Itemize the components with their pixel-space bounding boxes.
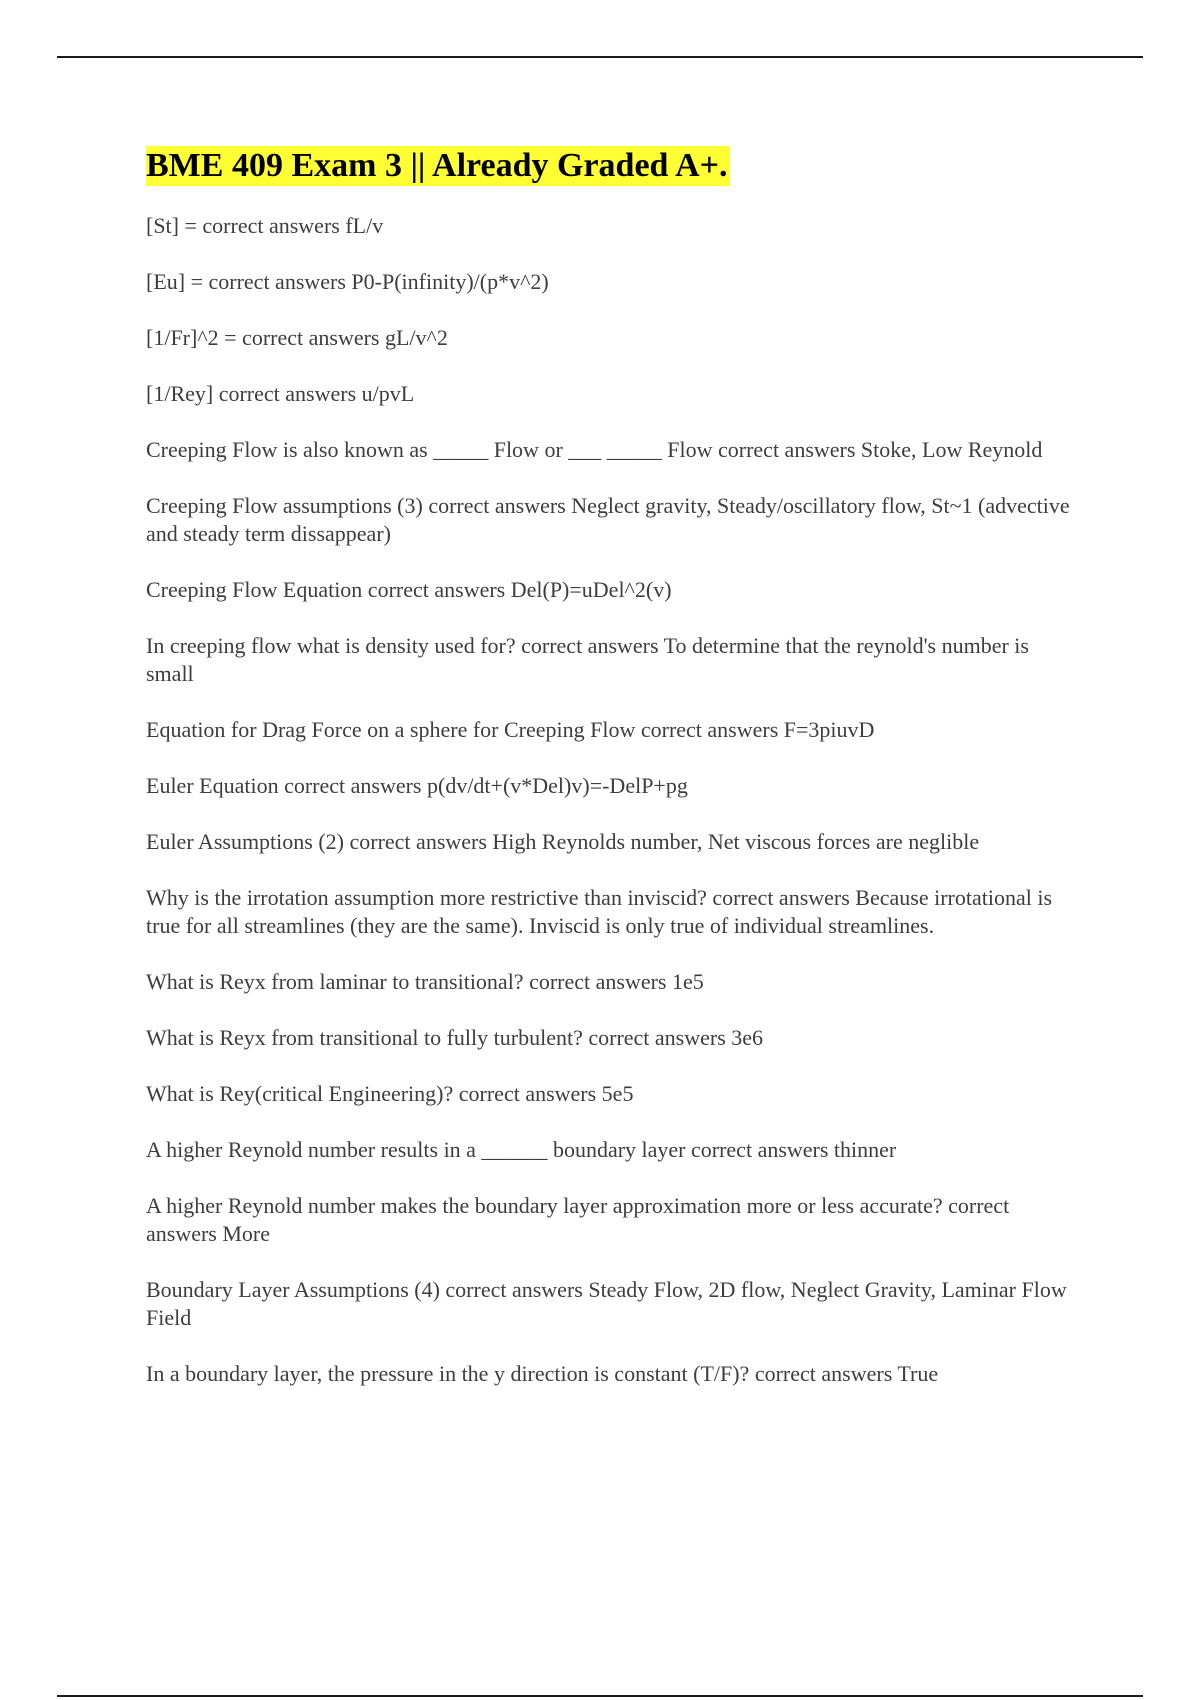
qa-item: [Eu] = correct answers P0-P(infinity)/(p*v^2): [146, 269, 549, 294]
header-rule: [57, 56, 1143, 58]
qa-item: What is Rey(critical Engineering)? correct answers 5e5: [146, 1081, 634, 1106]
qa-item: Equation for Drag Force on a sphere for Creeping Flow correct answers F=3piuvD: [146, 717, 875, 742]
document-body: [146, 146, 1076, 1416]
qa-item: [1/Rey] correct answers u/pvL: [146, 381, 415, 406]
qa-item: In creeping flow what is density used for? correct answers To determine that the reynold's number is small: [146, 633, 1029, 686]
qa-item: Euler Equation correct answers p(dv/dt+(v*Del)v)=-DelP+pg: [146, 773, 688, 798]
qa-item: What is Reyx from transitional to fully turbulent? correct answers 3e6: [146, 1025, 764, 1050]
qa-item: Euler Assumptions (2) correct answers High Reynolds number, Net viscous forces are neglible: [146, 829, 980, 854]
qa-item: [1/Fr]^2 = correct answers gL/v^2: [146, 325, 448, 350]
qa-item: Creeping Flow is also known as _____ Flow or ___ _____ Flow correct answers Stoke, Low Reynold: [146, 437, 1043, 462]
qa-item: [St] = correct answers fL/v: [146, 213, 384, 238]
document-title: BME 409 Exam 3 || Already Graded A+.: [146, 147, 728, 184]
qa-item: In a boundary layer, the pressure in the y direction is constant (T/F)? correct answers True: [146, 1361, 939, 1386]
qa-item: A higher Reynold number results in a ______ boundary layer correct answers thinner: [146, 1137, 897, 1162]
qa-item: What is Reyx from laminar to transitional? correct answers 1e5: [146, 969, 704, 994]
footer-rule: [57, 1695, 1143, 1697]
qa-item: Why is the irrotation assumption more restrictive than inviscid? correct answers Because irrotational is true for all streamlines (they are the same). Inviscid is only true of individual streamlines.: [146, 885, 1053, 938]
qa-list: [146, 212, 1076, 1388]
qa-item: A higher Reynold number makes the boundary layer approximation more or less accurate? correct answers More: [146, 1193, 1010, 1246]
qa-item: Creeping Flow Equation correct answers Del(P)=uDel^2(v): [146, 577, 672, 602]
qa-item: Boundary Layer Assumptions (4) correct answers Steady Flow, 2D flow, Neglect Gravity, Laminar Flow Field: [146, 1277, 1067, 1330]
qa-item: Creeping Flow assumptions (3) correct answers Neglect gravity, Steady/oscillatory flow, St~1 (advective and steady term dissappear): [146, 493, 1070, 546]
